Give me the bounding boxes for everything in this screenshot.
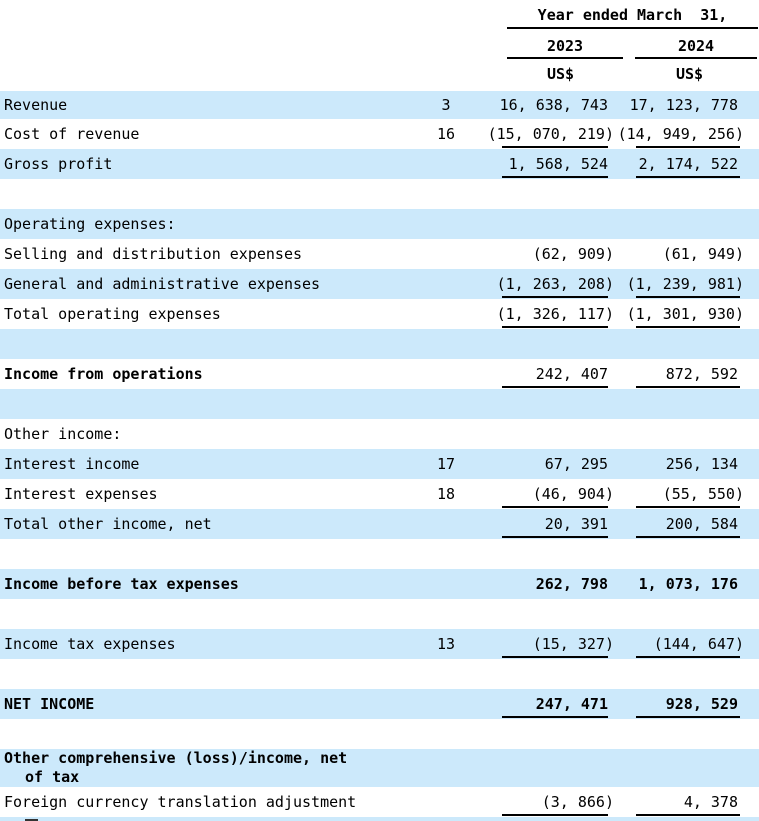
value-cell-v2023 — [468, 419, 614, 449]
amount: 20, 391 — [544, 515, 608, 533]
value-cell-v2023 — [468, 119, 614, 149]
row-label-line1: Income from operations — [4, 364, 203, 383]
table-row — [0, 239, 759, 269]
value-cell-v2023 — [468, 149, 614, 179]
row-label-line1: Foreign currency translation adjustment — [4, 792, 357, 811]
row-label — [0, 455, 424, 474]
row-label — [0, 96, 424, 115]
row-label-line1: Interest income — [4, 454, 140, 473]
row-label — [0, 485, 424, 504]
amount: 242, 407 — [535, 365, 608, 383]
amount: (1, 263, 208) — [496, 275, 614, 293]
value-cell-v2023 — [468, 239, 614, 269]
row-label-line1: Total other income, net — [4, 514, 212, 533]
table-row — [0, 787, 759, 817]
amount: (144, 647) — [653, 635, 744, 653]
currency-header-2024: US$ — [675, 65, 704, 83]
value-cell-v2024 — [614, 239, 744, 269]
value-cell-v2023 — [468, 359, 614, 389]
value-cell-v2023 — [468, 749, 614, 787]
row-label — [0, 635, 424, 654]
spacer-row — [0, 389, 759, 419]
spacer-row — [0, 719, 759, 749]
amount: (1, 239, 981) — [626, 275, 744, 293]
row-label-line1: Revenue — [4, 95, 68, 114]
value-cell-v2023 — [468, 689, 614, 719]
table-row — [0, 629, 759, 659]
spacer-row — [0, 539, 759, 569]
amount: (15, 070, 219) — [487, 125, 614, 143]
value-cell-v2024 — [614, 419, 744, 449]
row-label-line1: General and administrative expenses — [4, 274, 321, 293]
amount: (62, 909) — [532, 245, 614, 263]
table-row — [0, 509, 759, 539]
value-cell-v2023 — [468, 787, 614, 817]
row-label-line1: Income before tax expenses — [4, 574, 239, 593]
value-cell-v2024 — [614, 689, 744, 719]
value-cell-v2023 — [468, 299, 614, 329]
row-label — [0, 155, 424, 174]
table-row — [0, 419, 759, 449]
amount: 256, 134 — [665, 455, 738, 473]
spacer-row — [0, 329, 759, 359]
value-cell-v2023 — [468, 209, 614, 239]
table-row — [0, 689, 759, 719]
value-cell-v2024 — [614, 119, 744, 149]
amount: 872, 592 — [665, 365, 738, 383]
amount: (1, 326, 117) — [496, 305, 614, 323]
table-row — [0, 269, 759, 299]
table-row — [0, 209, 759, 239]
value-cell-v2024 — [614, 479, 744, 509]
value-cell-v2024 — [614, 149, 744, 179]
row-label-line1: Income tax expenses — [4, 634, 176, 653]
table-row — [0, 479, 759, 509]
note-reference: 13 — [436, 635, 456, 653]
row-label-line1: Gross profit — [4, 154, 113, 173]
note-reference: 17 — [436, 455, 456, 473]
table-row — [0, 569, 759, 599]
column-header-year-2024: 2024 — [635, 37, 757, 59]
value-cell-v2024 — [614, 91, 744, 119]
row-label — [0, 245, 424, 264]
note-reference: 18 — [436, 485, 456, 503]
amount: 1, 568, 524 — [508, 155, 608, 173]
amount: 262, 798 — [535, 575, 608, 593]
amount: 1, 073, 176 — [638, 575, 738, 593]
amount: (3, 866) — [541, 793, 614, 811]
row-label — [0, 125, 424, 144]
amount: (14, 949, 256) — [617, 125, 744, 143]
currency-header-2023: US$ — [546, 65, 575, 83]
amount: (55, 550) — [662, 485, 744, 503]
row-label — [0, 305, 424, 324]
amount: 4, 378 — [683, 793, 738, 811]
row-label-line1: Cost of revenue — [4, 124, 140, 143]
row-label-line2: of tax — [25, 768, 80, 786]
value-cell-v2024 — [614, 749, 744, 787]
value-cell-v2024 — [614, 629, 744, 659]
table-row — [0, 749, 759, 787]
row-label-line1: NET INCOME — [4, 694, 95, 713]
row-label — [0, 425, 424, 444]
value-cell-v2023 — [468, 509, 614, 539]
amount: 2, 174, 522 — [638, 155, 738, 173]
amount: (15, 327) — [532, 635, 614, 653]
row-label — [0, 515, 424, 534]
row-label — [0, 575, 424, 594]
table-row — [0, 449, 759, 479]
value-cell-v2024 — [614, 359, 744, 389]
period-header: Year ended March 31, — [507, 6, 758, 29]
amount: 200, 584 — [665, 515, 738, 533]
amount: (1, 301, 930) — [626, 305, 744, 323]
row-label-line1: Selling and distribution expenses — [4, 244, 303, 263]
value-cell-v2023 — [468, 479, 614, 509]
table-body — [0, 91, 759, 821]
row-label — [0, 215, 424, 234]
spacer-row — [0, 659, 759, 689]
row-label — [0, 749, 424, 787]
note-reference: 16 — [436, 125, 456, 143]
table-header — [0, 0, 759, 91]
value-cell-v2024 — [614, 209, 744, 239]
note-reference: 3 — [441, 96, 451, 114]
value-cell-v2023 — [468, 269, 614, 299]
row-label — [0, 695, 424, 714]
spacer-row — [0, 179, 759, 209]
row-label — [0, 365, 424, 384]
amount: 928, 529 — [665, 695, 738, 713]
value-cell-v2023 — [468, 91, 614, 119]
value-cell-v2023 — [468, 569, 614, 599]
amount: (61, 949) — [662, 245, 744, 263]
value-cell-v2024 — [614, 449, 744, 479]
amount: 17, 123, 778 — [629, 96, 738, 114]
amount: 67, 295 — [544, 455, 608, 473]
value-cell-v2024 — [614, 299, 744, 329]
value-cell-v2023 — [468, 629, 614, 659]
row-label-line1: Operating expenses: — [4, 214, 176, 233]
row-label-line1: Interest expenses — [4, 484, 158, 503]
row-label-line1: Other comprehensive (loss)/income, net — [4, 749, 348, 767]
amount: (46, 904) — [532, 485, 614, 503]
table-row — [0, 119, 759, 149]
row-label-line1: Other income: — [4, 424, 122, 443]
table-row — [0, 359, 759, 389]
table-row — [0, 149, 759, 179]
column-header-year-2023: 2023 — [507, 37, 623, 59]
value-cell-v2024 — [614, 787, 744, 817]
amount: 16, 638, 743 — [499, 96, 608, 114]
amount: 247, 471 — [535, 695, 608, 713]
table-row — [0, 299, 759, 329]
spacer-row — [0, 599, 759, 629]
clipped-row — [0, 817, 759, 821]
row-label — [0, 793, 424, 812]
row-label — [0, 275, 424, 294]
table-row — [0, 91, 759, 119]
row-label-line1: Total operating expenses — [4, 304, 221, 323]
value-cell-v2024 — [614, 509, 744, 539]
value-cell-v2024 — [614, 269, 744, 299]
value-cell-v2024 — [614, 569, 744, 599]
value-cell-v2023 — [468, 449, 614, 479]
